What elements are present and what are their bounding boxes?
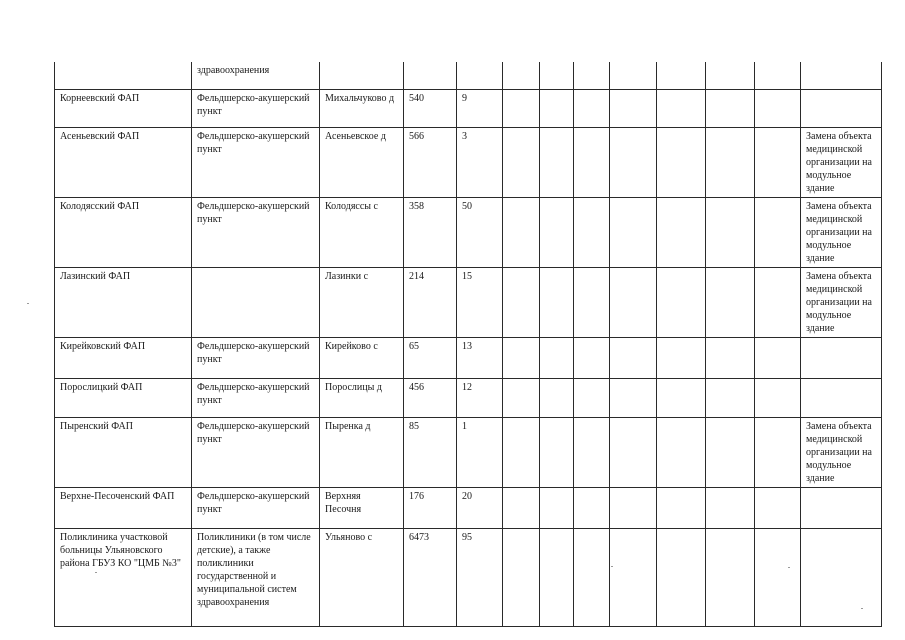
table-row	[55, 127, 882, 197]
locality-cell	[320, 127, 404, 197]
locality-text: Кирейково с	[325, 340, 378, 352]
facility-type-text: Поликлиники (в том числе детские), а также поликлиники государственной и муниципальной систем здравоохранения	[197, 531, 311, 608]
empty-cell	[503, 378, 540, 417]
distance-cell	[457, 378, 503, 417]
empty-cell	[574, 417, 610, 487]
empty-cell	[657, 89, 706, 127]
empty-cell	[540, 127, 574, 197]
table-row	[55, 378, 882, 417]
empty-cell	[540, 417, 574, 487]
table-row	[55, 528, 882, 626]
population-text: 566	[409, 130, 424, 142]
facility-name-cell	[55, 417, 192, 487]
empty-cell	[610, 267, 657, 337]
locality-cell	[320, 89, 404, 127]
population-cell	[404, 89, 457, 127]
empty-cell	[706, 337, 755, 378]
empty-cell	[540, 62, 574, 89]
note-text: Замена объекта медицинской организации на модульное здание	[806, 270, 872, 334]
empty-cell	[755, 528, 801, 626]
population-cell	[404, 62, 457, 89]
facility-type-cell	[192, 62, 320, 89]
empty-cell	[706, 378, 755, 417]
empty-cell	[706, 89, 755, 127]
distance-cell	[457, 487, 503, 528]
facility-name-text: Верхне-Песоченский ФАП	[60, 490, 175, 502]
locality-text: Колодяссы с	[325, 200, 378, 212]
empty-cell	[503, 62, 540, 89]
scan-speck	[861, 608, 863, 609]
facility-name-cell	[55, 62, 192, 89]
empty-cell	[706, 487, 755, 528]
empty-cell	[755, 197, 801, 267]
locality-cell	[320, 337, 404, 378]
facility-name-cell	[55, 487, 192, 528]
empty-cell	[503, 89, 540, 127]
locality-text: Михальчуково д	[325, 92, 395, 104]
distance-cell	[457, 337, 503, 378]
empty-cell	[540, 487, 574, 528]
population-cell	[404, 197, 457, 267]
empty-cell	[755, 62, 801, 89]
distance-cell	[457, 417, 503, 487]
empty-cell	[503, 267, 540, 337]
note-cell	[801, 127, 882, 197]
distance-cell	[457, 89, 503, 127]
empty-cell	[610, 89, 657, 127]
facility-type-cell	[192, 487, 320, 528]
empty-cell	[657, 378, 706, 417]
empty-cell	[610, 417, 657, 487]
note-text: Замена объекта медицинской организации на модульное здание	[806, 130, 872, 194]
facility-type-text: Фельдшерско-акушерский пункт	[197, 490, 310, 515]
population-text: 456	[409, 381, 424, 393]
empty-cell	[503, 337, 540, 378]
population-text: 214	[409, 270, 424, 282]
empty-cell	[540, 267, 574, 337]
empty-cell	[706, 127, 755, 197]
distance-cell	[457, 267, 503, 337]
facility-type-cell	[192, 89, 320, 127]
empty-cell	[610, 487, 657, 528]
note-cell	[801, 417, 882, 487]
locality-cell	[320, 487, 404, 528]
empty-cell	[574, 197, 610, 267]
facility-type-cell	[192, 337, 320, 378]
empty-cell	[540, 197, 574, 267]
facility-name-text: Лазинский ФАП	[60, 270, 131, 282]
empty-cell	[755, 378, 801, 417]
facility-name-cell	[55, 127, 192, 197]
empty-cell	[610, 528, 657, 626]
locality-cell	[320, 197, 404, 267]
facility-name-cell	[55, 197, 192, 267]
distance-text: 12	[462, 381, 472, 393]
population-text: 6473	[409, 531, 429, 543]
empty-cell	[610, 197, 657, 267]
scan-speck	[95, 572, 97, 573]
empty-cell	[610, 127, 657, 197]
facility-type-cell	[192, 417, 320, 487]
empty-cell	[657, 337, 706, 378]
note-cell	[801, 528, 882, 626]
empty-cell	[657, 528, 706, 626]
empty-cell	[574, 267, 610, 337]
distance-text: 1	[462, 420, 467, 432]
table-row	[55, 62, 882, 89]
facility-type-text: Фельдшерско-акушерский пункт	[197, 200, 310, 225]
distance-cell	[457, 197, 503, 267]
empty-cell	[755, 267, 801, 337]
facility-name-text: Кирейковский ФАП	[60, 340, 146, 352]
population-cell	[404, 417, 457, 487]
facility-name-text: Пыренский ФАП	[60, 420, 133, 432]
medical-facilities-table	[54, 62, 882, 627]
population-cell	[404, 378, 457, 417]
locality-cell	[320, 528, 404, 626]
locality-cell	[320, 378, 404, 417]
scan-speck	[27, 303, 29, 304]
facility-name-text: Колодясский ФАП	[60, 200, 140, 212]
locality-text: Пыренка д	[325, 420, 371, 432]
facility-name-text: Порослицкий ФАП	[60, 381, 143, 393]
empty-cell	[503, 127, 540, 197]
empty-cell	[706, 528, 755, 626]
facility-type-cell	[192, 127, 320, 197]
facility-name-cell	[55, 378, 192, 417]
empty-cell	[574, 62, 610, 89]
empty-cell	[657, 62, 706, 89]
empty-cell	[610, 378, 657, 417]
population-cell	[404, 267, 457, 337]
empty-cell	[574, 337, 610, 378]
empty-cell	[540, 378, 574, 417]
empty-cell	[574, 127, 610, 197]
empty-cell	[755, 487, 801, 528]
empty-cell	[574, 528, 610, 626]
locality-text: Ульяново с	[325, 531, 373, 543]
facility-type-cell	[192, 378, 320, 417]
population-cell	[404, 487, 457, 528]
empty-cell	[540, 337, 574, 378]
facility-type-text: Фельдшерско-акушерский пункт	[197, 92, 310, 117]
table-row	[55, 267, 882, 337]
empty-cell	[706, 62, 755, 89]
facility-name-text: Поликлиника участковой больницы Ульяновского района ГБУЗ КО "ЦМБ №3"	[60, 531, 181, 569]
locality-text: Лазинки с	[325, 270, 369, 282]
empty-cell	[503, 417, 540, 487]
table-row	[55, 417, 882, 487]
population-cell	[404, 337, 457, 378]
empty-cell	[610, 62, 657, 89]
empty-cell	[657, 487, 706, 528]
note-cell	[801, 487, 882, 528]
facility-name-cell	[55, 337, 192, 378]
distance-text: 9	[462, 92, 467, 104]
empty-cell	[503, 197, 540, 267]
distance-text: 13	[462, 340, 472, 352]
empty-cell	[706, 267, 755, 337]
note-cell	[801, 267, 882, 337]
distance-text: 95	[462, 531, 472, 543]
table-row	[55, 89, 882, 127]
facility-type-text: здравоохранения	[197, 65, 270, 76]
facility-type-text: Фельдшерско-акушерский пункт	[197, 340, 310, 365]
population-text: 176	[409, 490, 424, 502]
population-cell	[404, 127, 457, 197]
facility-type-text: Фельдшерско-акушерский пункт	[197, 381, 310, 406]
facility-type-text: Фельдшерско-акушерский пункт	[197, 130, 310, 155]
empty-cell	[657, 197, 706, 267]
facility-type-text: Фельдшерско-акушерский пункт	[197, 420, 310, 445]
empty-cell	[657, 267, 706, 337]
empty-cell	[503, 528, 540, 626]
population-text: 540	[409, 92, 424, 104]
population-text: 85	[409, 420, 419, 432]
facility-name-cell	[55, 528, 192, 626]
empty-cell	[706, 417, 755, 487]
table-row	[55, 487, 882, 528]
distance-cell	[457, 62, 503, 89]
empty-cell	[755, 417, 801, 487]
note-cell	[801, 89, 882, 127]
facility-name-text: Асеньевский ФАП	[60, 130, 140, 142]
scan-speck	[611, 566, 613, 567]
population-text: 358	[409, 200, 424, 212]
distance-text: 20	[462, 490, 472, 502]
empty-cell	[706, 197, 755, 267]
locality-cell	[320, 62, 404, 89]
empty-cell	[540, 89, 574, 127]
empty-cell	[574, 378, 610, 417]
empty-cell	[755, 89, 801, 127]
table-body	[55, 62, 882, 626]
distance-cell	[457, 528, 503, 626]
table-row	[55, 337, 882, 378]
note-text: Замена объекта медицинской организации на модульное здание	[806, 420, 872, 484]
empty-cell	[574, 487, 610, 528]
facility-name-text: Корнеевский ФАП	[60, 92, 140, 104]
empty-cell	[610, 337, 657, 378]
facility-type-cell	[192, 197, 320, 267]
distance-text: 50	[462, 200, 472, 212]
empty-cell	[657, 127, 706, 197]
facility-type-cell	[192, 267, 320, 337]
locality-text: Верхняя Песочня	[325, 490, 362, 515]
note-cell	[801, 337, 882, 378]
facility-name-cell	[55, 89, 192, 127]
population-text: 65	[409, 340, 419, 352]
locality-text: Асеньевское д	[325, 130, 386, 142]
note-cell	[801, 62, 882, 89]
locality-text: Порослицы д	[325, 381, 382, 393]
locality-cell	[320, 267, 404, 337]
locality-cell	[320, 417, 404, 487]
empty-cell	[540, 528, 574, 626]
empty-cell	[755, 127, 801, 197]
empty-cell	[755, 337, 801, 378]
distance-text: 15	[462, 270, 472, 282]
empty-cell	[657, 417, 706, 487]
note-text: Замена объекта медицинской организации на модульное здание	[806, 200, 872, 264]
distance-cell	[457, 127, 503, 197]
facility-name-cell	[55, 267, 192, 337]
population-cell	[404, 528, 457, 626]
table-row	[55, 197, 882, 267]
facility-type-cell	[192, 528, 320, 626]
distance-text: 3	[462, 130, 467, 142]
scan-speck	[788, 567, 790, 568]
note-cell	[801, 197, 882, 267]
note-cell	[801, 378, 882, 417]
empty-cell	[503, 487, 540, 528]
empty-cell	[574, 89, 610, 127]
